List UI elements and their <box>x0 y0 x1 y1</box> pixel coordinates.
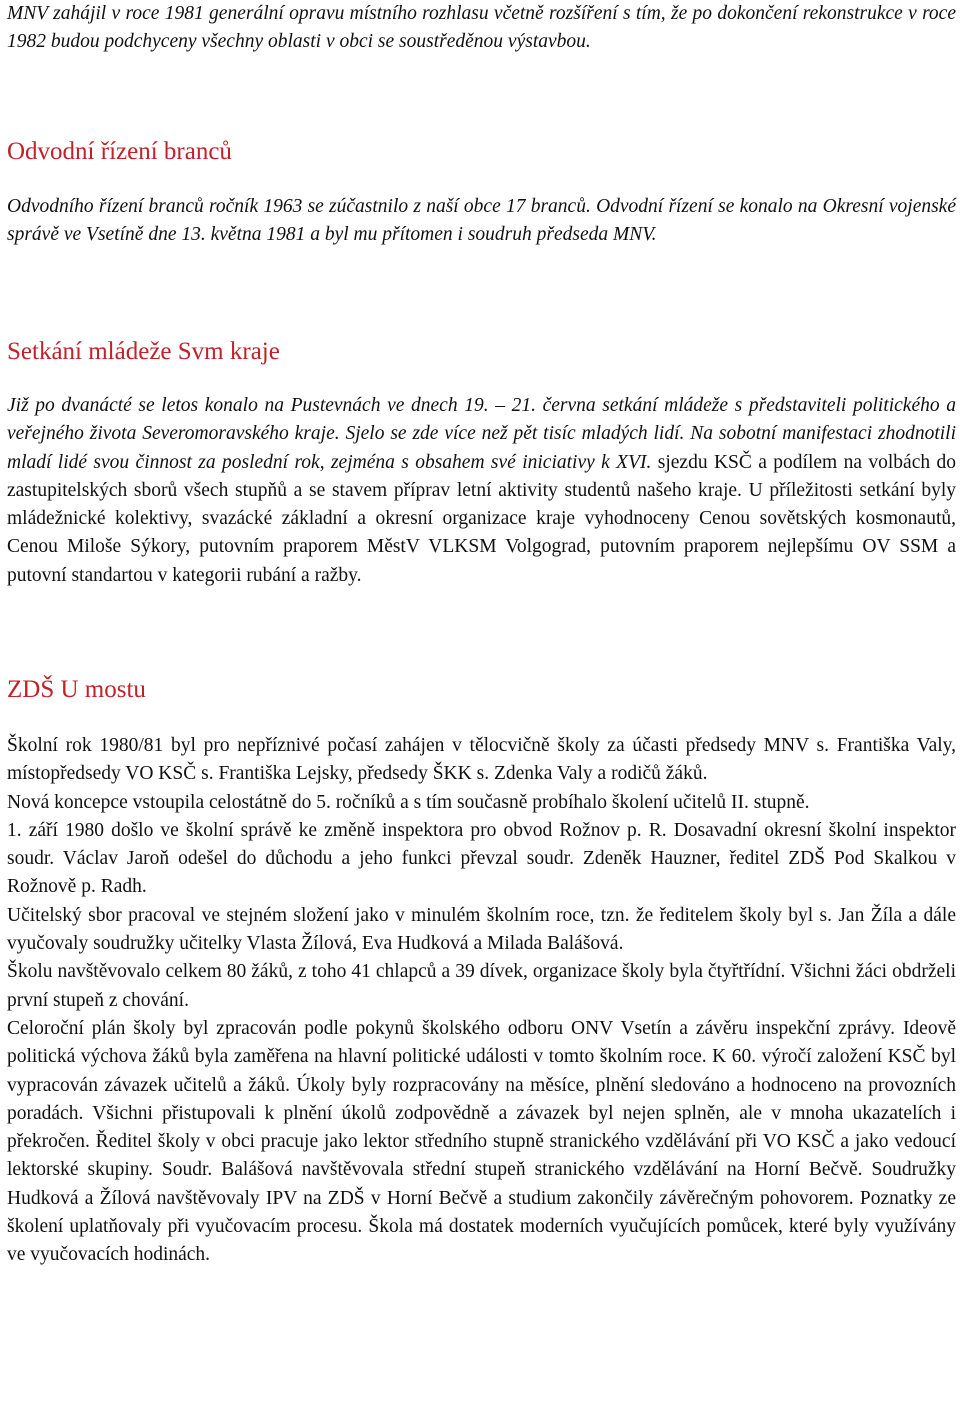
heading-setkani-mladeze: Setkání mládeže Svm kraje <box>7 338 280 365</box>
intro-section <box>7 0 956 57</box>
zds-paragraph-plan: Celoroční plán školy byl zpracován podle pokynů školského odboru ONV Vsetín a závěru inspekční zprávy. Ideově politická výchova žáků byla zaměřena na hlavní politické události v tomto školním roce. K 60. výročí založení KSČ byl vypracován závazek učitelů a žáků. Úkoly byly rozpracovány na měsíce, plnění sledováno a hodnoceno na provozních poradách. Všichni přistupovali k plnění úkolů zodpovědně a závazek byl nejen splněn, ale v mnoha ukazatelích i překročen. Ředitel školy v obci pracuje jako lektor středního stupně stranického vzdělávání při VO KSČ a jako vedoucí lektorské skupiny. Soudr. Balášová navštěvovala střední stupeň stranického vzdělávání na Horní Bečvě. Soudružky Hudková a Žílová navštěvovaly IPV na ZDŠ v Horní Bečvě a studium zakončily závěrečným pohovorem. Poznatky ze školení uplatňovaly při vyučovacím procesu. Škola má dostatek moderních vyučujících pomůcek, které byly využívány ve vyučovacích hodinách. <box>7 1017 956 1266</box>
zds-section <box>7 732 956 1270</box>
setkani-mladeze-section <box>7 392 956 590</box>
heading-odvodni-rizeni: Odvodní řízení branců <box>7 138 232 165</box>
zds-paragraph-ucitelsky-sbor: Učitelský sbor pracoval ve stejném složení jako v minulém školním roce, tzn. že ředitelem školy byl s. Jan Žíla a dále vyučovaly soudružky učitelky Vlasta Žílová, Eva Hudková a Milada Balášová. <box>7 904 956 955</box>
zds-paragraph-zaci: Školu navštěvovalo celkem 80 žáků, z toho 41 chlapců a 39 dívek, organizace školy byla čtyřtřídní. Všichni žáci obdrželi první stupeň z chování. <box>7 961 956 1011</box>
odvodni-rizeni-section <box>7 193 956 250</box>
zds-paragraph-inspektor: 1. září 1980 došlo ve školní správě ke změně inspektora pro obvod Rožnov p. R. Dosavadní okresní školní inspektor soudr. Václav Jaroň odešel do důchodu a jeho funkci převzal soudr. Zdeněk Hauzner, ředitel ZDŠ Pod Skalkou v Rožnově p. Radh. <box>7 819 956 898</box>
setkani-text-italic: Již po dvanácté se letos konalo na Pustevnách ve dnech 19. – 21. června setkání mládeže s představiteli politického a veřejného života Severomoravského kraje. Sjelo se zde více než pět tisíc mladých lidí. Na sobotní manifestaci zhodnotili mladí lidé svou činnost za poslední rok, zejména s obsahem své iniciativy k XVI. <box>7 395 956 473</box>
heading-zds-u-mostu: ZDŠ U mostu <box>7 676 146 703</box>
zds-paragraph-koncepce: Nová koncepce vstoupila celostátně do 5. ročníků a s tím současně probíhalo školení učitelů II. stupně. <box>7 791 810 813</box>
setkani-text-regular: sjezdu KSČ a podílem na volbách do zastupitelských sborů všech stupňů a se stavem příprav letní aktivity studentů našeho kraje. U příležitosti setkání byly mládežnické kolektivy, svazácké základní a okresní organizace kraje vyhodnoceny Cenou sovětských kosmonautů, Cenou Miloše Sýkory, putovním praporem MěstV VLKSM Volgograd, putovním praporem nejlepšímu OV SSM a putovní standartou v kategorii rubání a ražby. <box>7 451 956 586</box>
odvodni-rizeni-paragraph: Odvodního řízení branců ročník 1963 se zúčastnilo z naší obce 17 branců. Odvodní řízení se konalo na Okresní vojenské správě ve Vsetíně dne 13. května 1981 a byl mu přítomen i soudruh předseda MNV. <box>7 196 956 246</box>
setkani-mladeze-paragraph <box>7 392 956 590</box>
intro-paragraph: MNV zahájil v roce 1981 generální opravu místního rozhlasu včetně rozšíření s tím, že po dokončení rekonstrukce v roce 1982 budou podchyceny všechny oblasti v obci se soustředěnou výstavbou. <box>7 3 956 53</box>
zds-paragraph-zahajeni: Školní rok 1980/81 byl pro nepříznivé počasí zahájen v tělocvičně školy za účasti předsedy MNV s. Františka Valy, místopředsedy VO KSČ s. Františka Lejsky, předsedy ŠKK s. Zdenka Valy a rodičů žáků. <box>7 735 956 785</box>
